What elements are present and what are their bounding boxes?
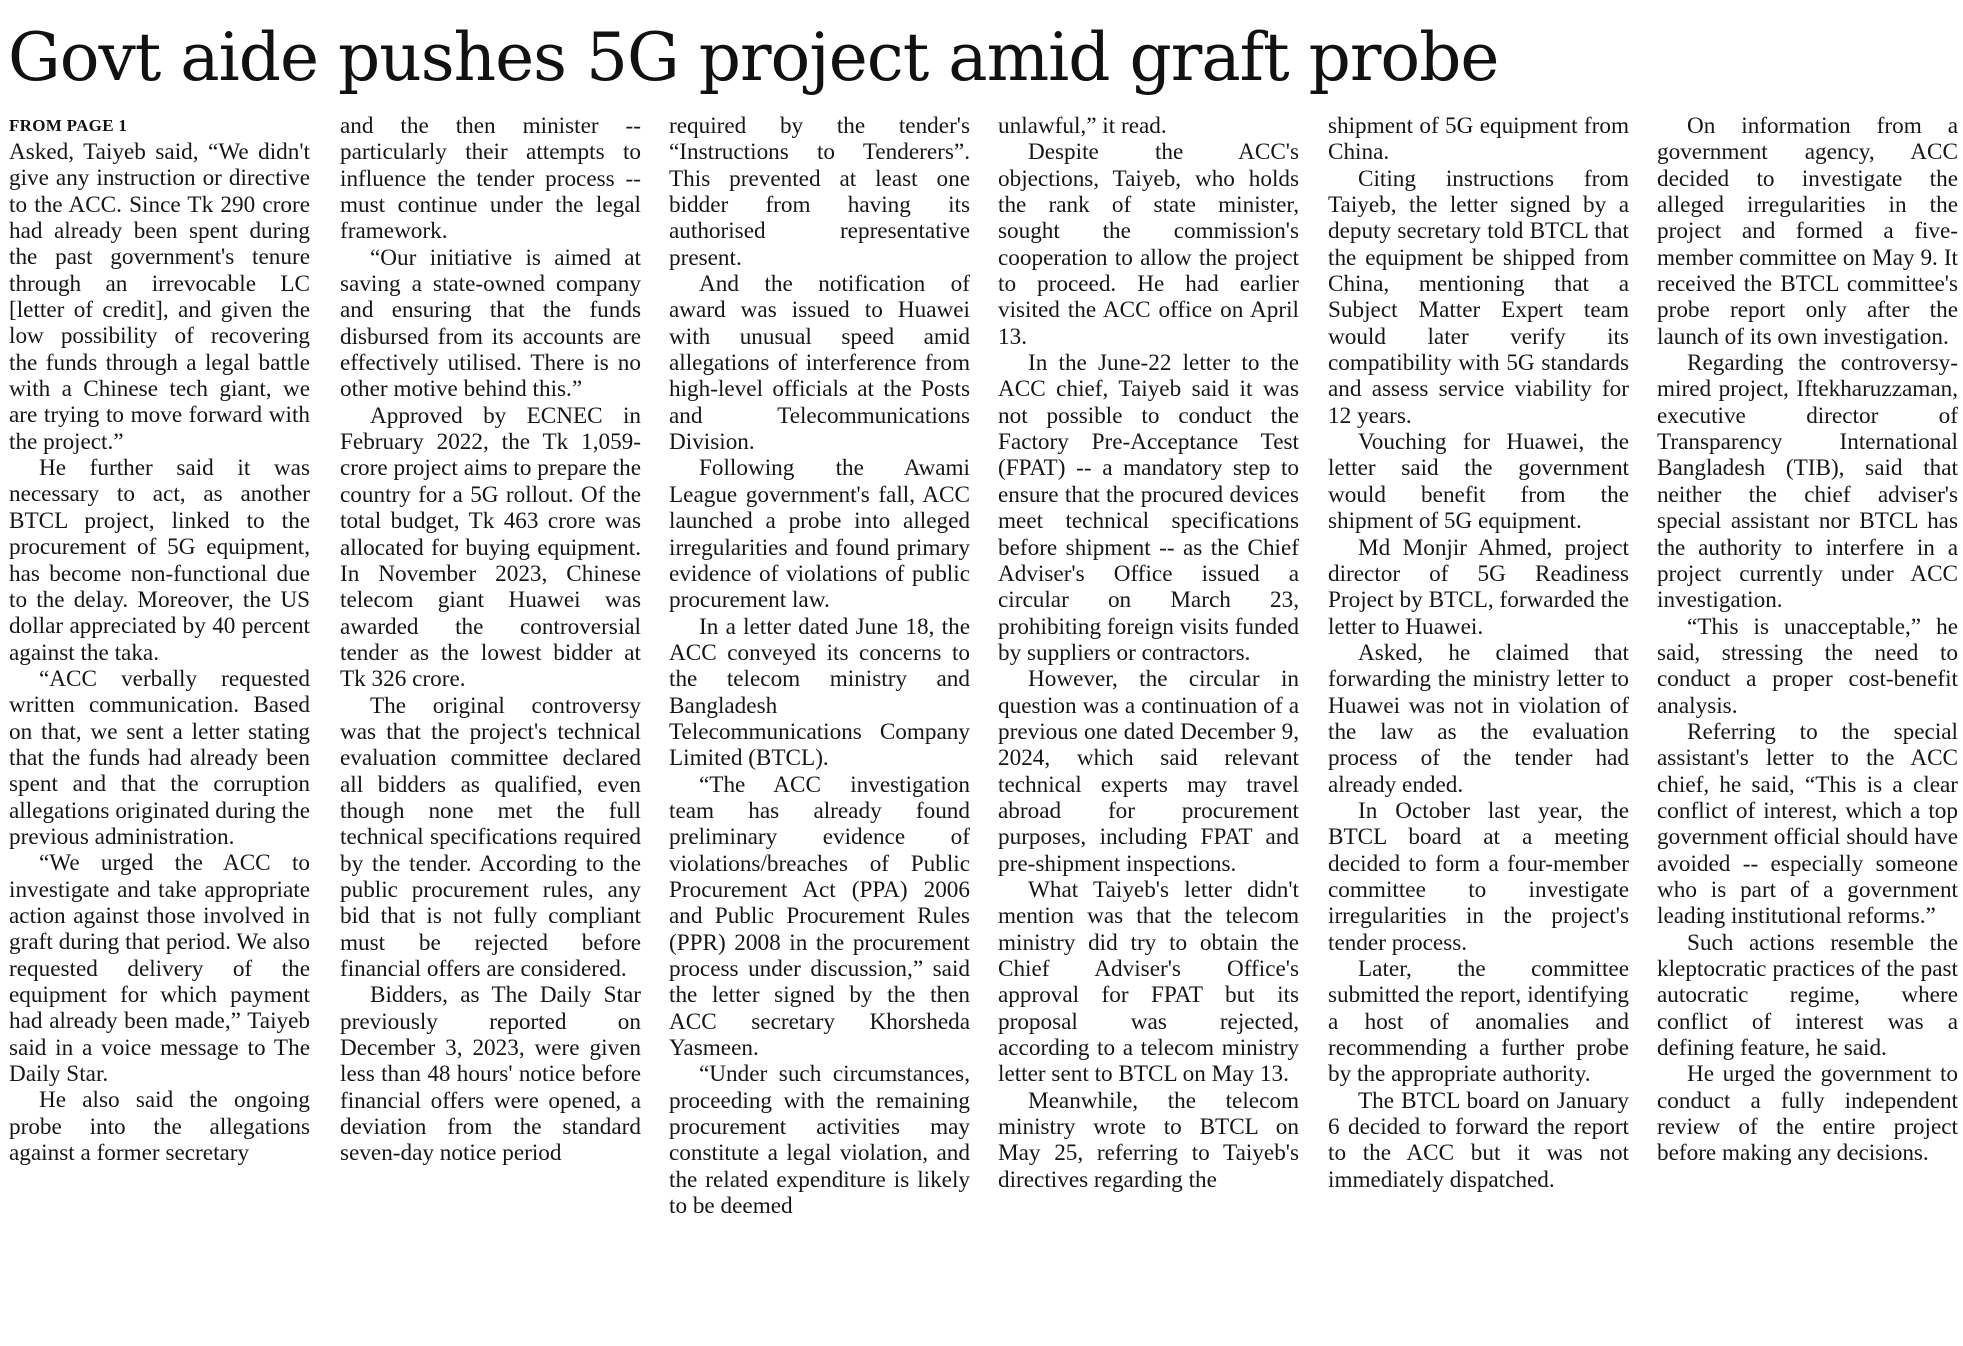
paragraph: “Under such circumstances, proceeding with the remaining procurement activities may constitute a legal violation, and the related expenditure is likely to be deemed: [669, 1061, 970, 1220]
paragraph: On information from a government agency, ACC decided to investigate the alleged irregularities in the project and formed a five-member committee on May 9. It received the BTCL committee's probe report only after the launch of its own investigation.: [1657, 113, 1958, 350]
article-column-5: [1328, 113, 1629, 1341]
paragraph: Asked, he claimed that forwarding the ministry letter to Huawei was not in violation of the law as the evaluation process of the tender had already ended.: [1328, 639, 1629, 798]
paragraph: Approved by ECNEC in February 2022, the Tk 1,059-crore project aims to prepare the country for a 5G rollout. Of the total budget, Tk 463 crore was allocated for buying equipment. In November 2023, Chinese telecom giant Huawei was awarded the controversial tender as the lowest bidder at Tk 326 crore.: [340, 402, 641, 693]
paragraph: What Taiyeb's letter didn't mention was that the telecom ministry did try to obtain the Chief Adviser's Office's approval for FPAT but its proposal was rejected, according to a telecom ministry letter sent to BTCL on May 13.: [998, 876, 1299, 1088]
paragraph: unlawful,” it read.: [998, 113, 1167, 139]
paragraph: Regarding the controversy-mired project, Iftekharuzzaman, executive director of Transparency International Bangladesh (TIB), said that neither the chief adviser's special assistant nor BTCL has the authority to interfere in a project currently under ACC investigation.: [1657, 350, 1958, 614]
headline: Govt aide pushes 5G project amid graft probe: [8, 19, 1499, 96]
paragraph: And the notification of award was issued to Huawei with unusual speed amid allegations of interference from high-level officials at the Posts and Telecommunications Division.: [669, 271, 970, 456]
paragraph: The original controversy was that the project's technical evaluation committee declared all bidders as qualified, even though none met the full technical specifications required by the tender. According to the public procurement rules, any bid that is not fully compliant must be rejected before financial offers are considered.: [340, 692, 641, 982]
article-column-3: [669, 113, 970, 1341]
paragraph: “This is unacceptable,” he said, stressing the need to conduct a proper cost-benefit analysis.: [1657, 613, 1958, 719]
paragraph: shipment of 5G equipment from China.: [1328, 113, 1629, 166]
paragraph: Such actions resemble the kleptocratic practices of the past autocratic regime, where conflict of interest was a defining feature, he said.: [1657, 929, 1958, 1062]
paragraph: Asked, Taiyeb said, “We didn't give any instruction or directive to the ACC. Since Tk 290 crore had already been spent during the past government's tenure through an irrevocable LC [letter of credit], and given the low possibility of recovering the funds through a legal battle with a Chinese tech giant, we are trying to move forward with the project.”: [9, 139, 310, 455]
paragraph: In the June-22 letter to the ACC chief, Taiyeb said it was not possible to conduct the Factory Pre-Acceptance Test (FPAT) -- a mandatory step to ensure that the procured devices meet technical specifications before shipment -- as the Chief Adviser's Office issued a circular on March 23, prohibiting foreign visits funded by suppliers or contractors.: [998, 350, 1299, 666]
paragraph: He further said it was necessary to act, as another BTCL project, linked to the procurement of 5G equipment, has become non-functional due to the delay. Moreover, the US dollar appreciated by 40 percent against the taka.: [9, 455, 310, 666]
paragraph: The BTCL board on January 6 decided to forward the report to the ACC but it was not immediately dispatched.: [1328, 1087, 1629, 1193]
paragraph: Vouching for Huawei, the letter said the government would benefit from the shipment of 5G equipment.: [1328, 429, 1629, 535]
paragraph: Following the Awami League government's fall, ACC launched a probe into alleged irregularities and found primary evidence of violations of public procurement law.: [669, 455, 970, 614]
paragraph: Meanwhile, the telecom ministry wrote to BTCL on May 25, referring to Taiyeb's directives regarding the: [998, 1087, 1299, 1193]
paragraph: Referring to the special assistant's letter to the ACC chief, he said, “This is a clear conflict of interest, which a top government official should have avoided -- especially someone who is part of a government leading institutional reforms.”: [1657, 718, 1958, 930]
article-column-6: [1657, 113, 1958, 1341]
paragraph: He urged the government to conduct a fully independent review of the entire project before making any decisions.: [1657, 1061, 1958, 1167]
article-column-1: [9, 113, 310, 1341]
paragraph: “The ACC investigation team has already found preliminary evidence of violations/breaches of Public Procurement Act (PPA) 2006 and Public Procurement Rules (PPR) 2008 in the procurement process under discussion,” said the letter signed by the then ACC secretary Khorsheda Yasmeen.: [669, 771, 970, 1062]
paragraph: “Our initiative is aimed at saving a state-owned company and ensuring that the funds disbursed from its accounts are effectively utilised. There is no other motive behind this.”: [340, 244, 641, 403]
paragraph: Despite the ACC's objections, Taiyeb, who holds the rank of state minister, sought the commission's cooperation to allow the project to proceed. He had earlier visited the ACC office on April 13.: [998, 139, 1299, 350]
paragraph: “ACC verbally requested written communication. Based on that, we sent a letter stating that the funds had already been spent and that the corruption allegations originated during the previous administration.: [9, 665, 310, 850]
article-column-4: [998, 113, 1299, 1341]
paragraph: He also said the ongoing probe into the allegations against a former secretary: [9, 1087, 310, 1167]
kicker: FROM PAGE 1: [9, 116, 128, 135]
paragraph: “We urged the ACC to investigate and take appropriate action against those involved in graft during that period. We also requested delivery of the equipment for which payment had already been made,” Taiyeb said in a voice message to The Daily Star.: [9, 850, 310, 1088]
paragraph: and the then minister -- particularly their attempts to influence the tender process -- must continue under the legal framework.: [340, 113, 641, 245]
paragraph: However, the circular in question was a continuation of a previous one dated December 9, 2024, which said relevant technical experts may travel abroad for procurement purposes, including FPAT and pre-shipment inspections.: [998, 666, 1299, 877]
paragraph: In October last year, the BTCL board at a meeting decided to form a four-member committee to investigate irregularities in the project's tender process.: [1328, 797, 1629, 956]
paragraph: Md Monjir Ahmed, project director of 5G Readiness Project by BTCL, forwarded the letter to Huawei.: [1328, 534, 1629, 640]
paragraph: required by the tender's “Instructions to Tenderers”. This prevented at least one bidder from having its authorised representative present.: [669, 113, 970, 271]
paragraph: Bidders, as The Daily Star previously reported on December 3, 2023, were given less than 48 hours' notice before financial offers were opened, a deviation from the standard seven-day notice period: [340, 982, 641, 1167]
article-column-2: [340, 113, 641, 1341]
paragraph: In a letter dated June 18, the ACC conveyed its concerns to the telecom ministry and Bangladesh Telecommunications Company Limited (BTCL).: [669, 613, 970, 772]
paragraph: Citing instructions from Taiyeb, the letter signed by a deputy secretary told BTCL that the equipment be shipped from China, mentioning that a Subject Matter Expert team would later verify its compatibility with 5G standards and assess service viability for 12 years.: [1328, 165, 1629, 429]
paragraph: Later, the committee submitted the report, identifying a host of anomalies and recommending a further probe by the appropriate authority.: [1328, 956, 1629, 1088]
